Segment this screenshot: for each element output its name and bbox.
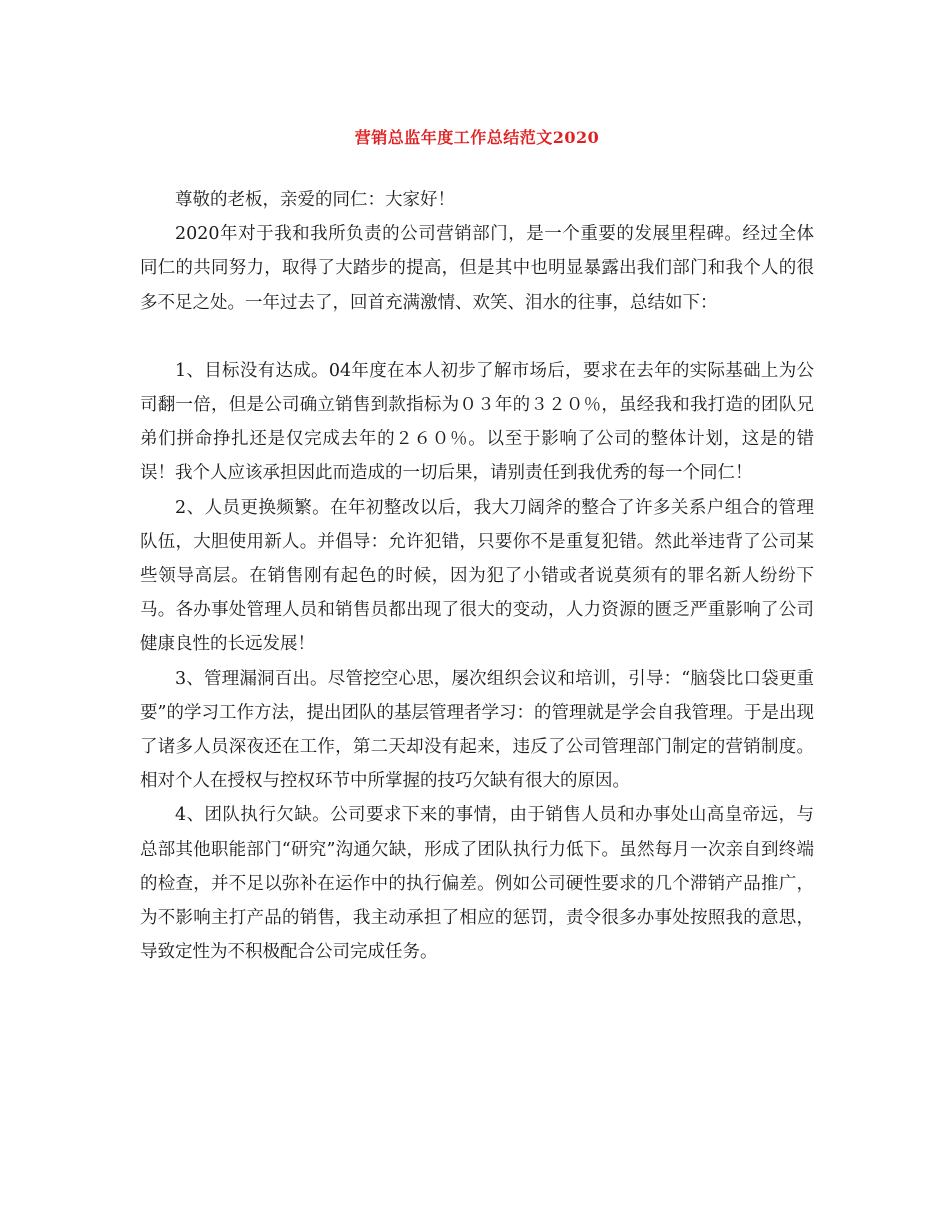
point-2-paragraph: 2、人员更换频繁。在年初整改以后，我大刀阔斧的整合了许多关系户组合的管理队伍，大胆使用新人。并倡导：允许犯错，只要你不是重复犯错。然此举违背了公司某些领导高层。在销售刚有起色的时候，因为犯了小错或者说莫须有的罪名新人纷纷下马。各办事处管理人员和销售员都出现了很大的变动，人力资源的匮乏严重影响了公司健康良性的长远发展！ bbox=[140, 497, 814, 655]
point-1-paragraph: 1、目标没有达成。04年度在本人初步了解市场后，要求在去年的实际基础上为公司翻一倍，但是公司确立销售到款指标为０３年的３２０％，虽经我和我打造的团队兄弟们拼命挣扎还是仅完成去年的２６０％。以至于影响了公司的整体计划，这是的错误！我个人应该承担因此而造成的一切后果，请别责任到我优秀的每一个同仁！ bbox=[140, 360, 814, 484]
greeting-paragraph: 尊敬的老板，亲爱的同仁：大家好！ bbox=[175, 190, 455, 210]
point-4-paragraph: 4、团队执行欠缺。公司要求下来的事情，由于销售人员和办事处山高皇帝远，与总部其他职能部门“研究”沟通欠缺，形成了团队执行力低下。虽然每月一次亲自到终端的检查，并不足以弥补在运作中的执行偏差。例如公司硬性要求的几个滞销产品推广，为不影响主打产品的销售，我主动承担了相应的惩罚，责令很多办事处按照我的意思，导致定性为不积极配合公司完成任务。 bbox=[140, 805, 814, 963]
document-title: 营销总监年度工作总结范文2020 bbox=[354, 128, 600, 147]
intro-paragraph: 2020年对于我和我所负责的公司营销部门，是一个重要的发展里程碑。经过全体同仁的共同努力，取得了大踏步的提高，但是其中也明显暴露出我们部门和我个人的很多不足之处。一年过去了，回首充满激情、欢笑、泪水的往事，总结如下： bbox=[140, 224, 814, 313]
point-3-paragraph: 3、管理漏洞百出。尽管挖空心思，屡次组织会议和培训，引导：“脑袋比口袋更重要”的学习工作方法，提出团队的基层管理者学习：的管理就是学会自我管理。于是出现了诸多人员深夜还在工作，第二天却没有起来，违反了公司管理部门制定的营销制度。相对个人在授权与控权环节中所掌握的技巧欠缺有很大的原因。 bbox=[140, 668, 814, 792]
